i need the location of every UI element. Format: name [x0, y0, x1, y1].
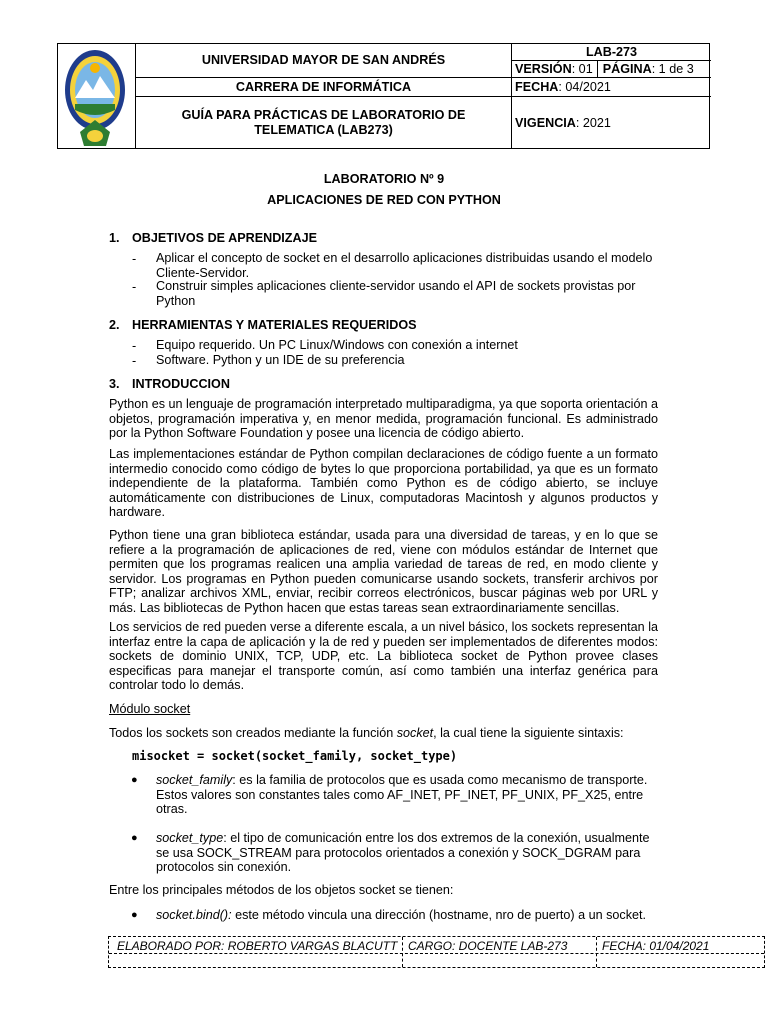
intro-paragraph-1: Python es un lenguaje de programación interpretado multiparadigma, ya que soporta orientación a objetos, programación imperativa y, en menor medida, programación funcional. Es administrado por la Python Software Foundation y posee una licencia de código abierto. — [109, 397, 658, 440]
socket-methods-intro: Entre los principales métodos de los objetos socket se tienen: — [109, 883, 454, 897]
section-3-heading — [109, 377, 230, 391]
dash-icon: - — [132, 339, 137, 353]
validity-label: VIGENCIA — [515, 116, 576, 130]
section-2-title: HERRAMIENTAS Y MATERIALES REQUERIDOS — [132, 318, 417, 332]
document-footer-table — [108, 936, 765, 968]
guide-title — [136, 97, 511, 149]
date-row — [512, 78, 714, 96]
socket-family-desc: : es la familia de protocolos que es usada como mecanismo de transporte. Estos valores son constantes tales como AF_INET, PF_INET, PF_UNIX, PF_X25, entre otras. — [156, 773, 648, 817]
bullet-socket-type — [156, 831, 658, 875]
footer-author: ELABORADO POR: ROBERTO VARGAS BLACUTT — [117, 939, 398, 953]
validity-value: : 2021 — [575, 116, 611, 130]
version-label: VERSIÓN — [515, 62, 572, 76]
objective-item-2: Construir simples aplicaciones cliente-servidor usando el API de sockets provistas por Python — [156, 279, 636, 308]
version-page-row — [512, 61, 714, 77]
lab-code: LAB-273 — [585, 44, 638, 59]
dash-icon: - — [132, 252, 137, 266]
guide-title-line1: GUÍA PARA PRÁCTICAS DE LABORATORIO DE — [181, 108, 466, 122]
socket-syntax-intro-post: , la cual tiene la siguiente sintaxis: — [433, 726, 624, 740]
bullet-icon: ● — [131, 909, 138, 921]
page-value: : 1 de 3 — [651, 62, 694, 76]
bullet-icon: ● — [131, 774, 138, 786]
objective-item-1: Aplicar el concepto de socket en el desarrollo aplicaciones distribuidas usando el modelo Cliente-Servidor. — [156, 251, 653, 280]
socket-syntax-intro-pre: Todos los sockets son creados mediante la función — [109, 726, 397, 740]
socket-syntax-intro — [109, 726, 624, 740]
material-item-1: Equipo requerido. Un PC Linux/Windows con conexión a internet — [156, 338, 518, 352]
socket-function-name: socket — [396, 726, 434, 740]
section-2-heading — [109, 318, 417, 332]
section-3-number: 3. — [109, 377, 120, 391]
dash-icon: - — [132, 354, 137, 368]
material-item-2: Software. Python y un IDE de su preferencia — [156, 353, 405, 367]
career-name: CARRERA DE INFORMÁTICA — [235, 79, 412, 94]
version-value: : 01 — [571, 62, 593, 76]
intro-paragraph-2: Las implementaciones estándar de Python compilan declaraciones de código fuente a un formato intermedio conocido como código de bytes lo que proporciona portabilidad, ya que es un formato independiente de la plataforma. También como Python es de código abierto, se incluye automáticamente con distribuciones de Linux, computadoras Macintosh y algunos productos y hardware. — [109, 447, 658, 519]
university-name: UNIVERSIDAD MAYOR DE SAN ANDRÉS — [201, 53, 446, 67]
dash-icon: - — [132, 280, 137, 294]
section-1-title: OBJETIVOS DE APRENDIZAJE — [132, 231, 317, 245]
page-label: PÁGINA — [602, 62, 652, 76]
document-header-table — [57, 43, 710, 149]
lab-number-title: LABORATORIO Nº 9 — [323, 172, 445, 186]
footer-role: CARGO: DOCENTE LAB-273 — [408, 939, 568, 953]
section-3-title: INTRODUCCION — [132, 377, 230, 391]
socket-type-term: socket_type — [156, 831, 224, 845]
socket-family-term: socket_family — [156, 773, 233, 787]
socket-code-line: misocket = socket(socket_family, socket_type) — [132, 749, 458, 763]
university-seal-icon — [62, 46, 128, 148]
socket-bind-desc: este método vincula una dirección (hostname, nro de puerto) a un socket. — [231, 908, 647, 922]
module-socket-heading: Módulo socket — [109, 702, 191, 716]
validity-row — [512, 97, 714, 149]
date-value: : 04/2021 — [558, 80, 611, 94]
bullet-icon: ● — [131, 832, 138, 844]
section-2-number: 2. — [109, 318, 120, 332]
section-1-heading — [109, 231, 317, 245]
section-1-number: 1. — [109, 231, 120, 245]
date-label: FECHA — [515, 80, 559, 94]
socket-type-desc: : el tipo de comunicación entre los dos extremos de la conexión, usualmente se usa SOCK_STREAM para protocolos orientados a conexión y SOCK_DGRAM para protocolos sin conexión. — [156, 831, 650, 875]
socket-bind-term: socket.bind(): — [156, 908, 232, 922]
lab-subject-title: APLICACIONES DE RED CON PYTHON — [267, 193, 501, 207]
intro-paragraph-3: Python tiene una gran biblioteca estándar, usada para una diversidad de tareas, y en lo que se refiere a la programación de aplicaciones de red, viene con módulos estándar de Internet que permiten que los programas realicen una amplia variedad de tareas de red, en modo cliente y servidor. Los programas en Python pueden comunicarse usando sockets, transferir archivos por FTP; analizar archivos XML, enviar, recibir correos electrónicos, buscar páginas web por URL y más. Las bibliotecas de Python hacen que estas tareas sean extraordinariamente sencillas. — [109, 528, 658, 615]
intro-paragraph-4: Los servicios de red pueden verse a diferente escala, a un nivel básico, los sockets representan la interfaz entre la capa de aplicación y la de red y pueden ser implementados de diferentes modos: sockets de dominio UNIX, TCP, UDP, etc. La biblioteca socket de Python provee clases especificas para manejar el transporte común, así como también una interfaz genérica para controlar todo lo demás. — [109, 620, 658, 692]
bullet-socket-family — [156, 773, 658, 817]
guide-title-line2: TELEMATICA (LAB273) — [254, 123, 393, 137]
bullet-socket-bind — [156, 908, 658, 923]
footer-date: FECHA: 01/04/2021 — [602, 939, 710, 953]
